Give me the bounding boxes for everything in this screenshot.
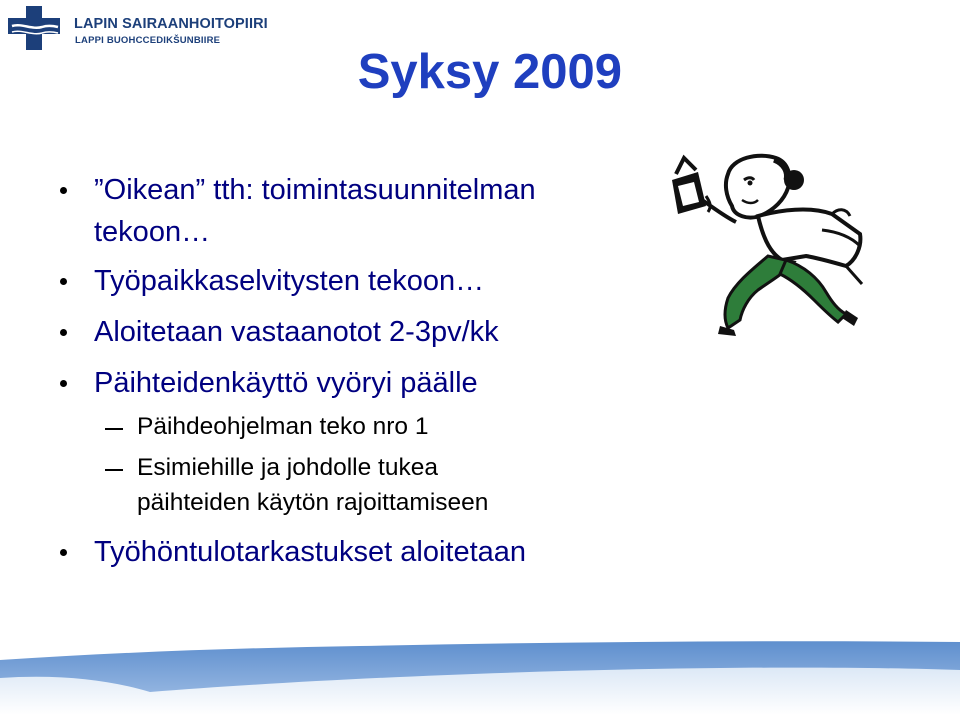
footer-wave-decoration [0,630,960,715]
bag-icon [672,158,706,214]
bullet-item: Päihteidenkäyttö vyöryi päälle [94,362,478,404]
organization-logo [8,6,288,50]
bullet-item: Työhöntulotarkastukset aloitetaan [94,531,526,573]
logo-organization-subname: LAPPI BUOHCCEDIKŠUNBIIRE [75,35,221,46]
cross-logo-icon [8,6,60,50]
sub-bullet-item-continuation: päihteiden käytön rajoittamiseen [137,489,489,516]
bullet-item-continuation: tekoon… [94,216,211,248]
logo-organization-name: LAPIN SAIRAANHOITOPIIRI [74,16,268,32]
bullet-item: ”Oikean” tth: toimintasuunnitelman [94,169,536,211]
bullet-item: Aloitetaan vastaanotot 2-3pv/kk [94,311,499,353]
bullet-item: Työpaikkaselvitysten tekoon… [94,260,484,302]
running-doctor-illustration [662,150,868,336]
sub-bullet-item: Esimiehille ja johdolle tukea [137,452,438,484]
slide-title: Syksy 2009 [357,45,622,99]
sub-bullet-item: Päihdeohjelman teko nro 1 [137,411,428,443]
